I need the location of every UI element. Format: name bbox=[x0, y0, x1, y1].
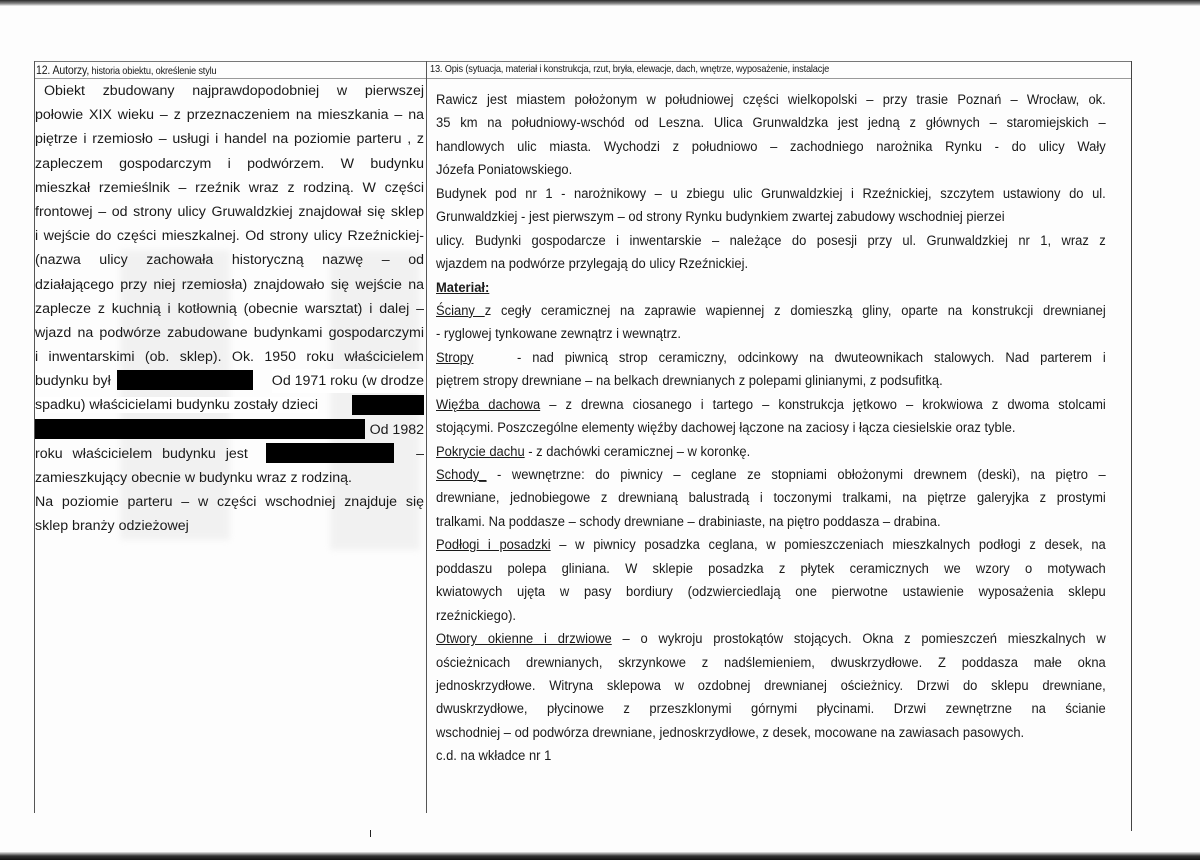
text-fragment: Od 1971 roku (w drodze bbox=[272, 369, 424, 393]
text-line: mieszkał rzemieślnik – rzeźnik wraz z rodziną. W części bbox=[35, 179, 424, 196]
term: Pokrycie dachu bbox=[436, 442, 525, 459]
text-line: wschodniej – od podwórza drewniane, jednoskrzydłowe, z desek, mocowane na zawiasach pasowych. bbox=[436, 723, 1025, 740]
term: Ściany bbox=[436, 301, 485, 318]
text-line: Na poziomie parteru – w części wschodniej znajduje się bbox=[35, 494, 424, 511]
scan-speck bbox=[370, 830, 371, 837]
item-roofing bbox=[436, 440, 1052, 463]
section-number: 12. bbox=[36, 63, 51, 77]
text-line: Obiekt zbudowany najprawdopodobniej w pierwszej bbox=[44, 83, 424, 99]
text-line: zapleczem gospodarczym i podwórzem. W budynku bbox=[35, 155, 424, 172]
item-ceilings bbox=[436, 346, 1106, 369]
text-line: (nazwa ulicy zachowała historyczną nazwę – od bbox=[35, 252, 424, 269]
column-divider bbox=[426, 61, 427, 813]
text-line: tralkami. Na poddasze – schody drewniane – drabiniaste, na piętro poddasza – drabina. bbox=[436, 512, 941, 529]
text-line: zamieszkujący obecnie w budynku wraz z rodziną. bbox=[35, 470, 353, 486]
section-12-header bbox=[36, 63, 216, 77]
text-fragment: – z drewna ciosanego i tartego – konstrukcja jętkowo – krokwiowa z dwoma stolcami bbox=[540, 395, 1106, 412]
redaction-block bbox=[266, 443, 394, 463]
scan-edge-bottom bbox=[0, 852, 1200, 860]
text-fragment: spadku) właścicielami budynku zostały dzieci bbox=[35, 397, 319, 414]
text-line: ościeżnicach drewnianych, skrzynkowe z nadślemieniem, dwuskrzydłowe. Z poddasza małe okna bbox=[436, 653, 1106, 670]
text-line: frontowej – od strony ulicy Gruwaldzkiej znajdował się sklep bbox=[35, 203, 424, 220]
text-fragment: - wewnętrzne: do piwnicy – ceglane ze stopniami obłożonymi drewnem (deski), na piętro – bbox=[486, 466, 1106, 482]
term: Schody_ bbox=[436, 466, 487, 482]
material-heading: Materiał: bbox=[436, 278, 490, 295]
text-line: jednoskrzydłowe. Witryna sklepowa w ozdobnej drewnianej ościeżnicy. Drzwi do sklepu drewniane, bbox=[436, 676, 1106, 693]
item-stairs bbox=[436, 463, 1106, 486]
item-openings bbox=[436, 627, 1106, 650]
text-line: dwuskrzydłowe, płycinowe z przeszklonymi górnymi płycinami. Drzwi zewnętrzne na ścianie bbox=[436, 700, 1106, 717]
text-line: - ryglowej tynkowane zewnątrz i wewnątrz. bbox=[436, 325, 682, 342]
term: Stropy bbox=[436, 348, 474, 365]
section-13-body bbox=[436, 88, 1108, 768]
text-line: handlowych ulic miasta. Wychodzi z południowo – zachodniego narożnika Rynku - do ulicy Wały bbox=[436, 137, 1106, 154]
continuation-note: c.d. na wkładce nr 1 bbox=[436, 747, 552, 764]
item-roof-truss bbox=[436, 393, 1106, 416]
scan-edge-top bbox=[0, 0, 1200, 6]
text-line: połowie XIX wieku – z przeznaczeniem na mieszkania – na bbox=[35, 107, 424, 124]
text-line: stojącymi. Poszczególne elementy więźby dachowej łączone na zaciosy i łącza ciesielskie oraz tyble. bbox=[436, 419, 1016, 436]
section-title-lead: Autorzy, bbox=[52, 63, 90, 77]
text-fragment: - nad piwnicą strop ceramiczny, odcinkowy na dwuteownikach stalowych. Nad parterem i bbox=[473, 348, 1106, 365]
text-line: i wejście do części mieszkalnej. Od strony ulicy Rzeźnickiej- bbox=[35, 228, 424, 245]
text-line: drewniane, jednobiegowe z drewnianą balustradą i toczonymi tralkami, na piętrze galeryjka z prostymi bbox=[436, 489, 1106, 506]
section-12-body bbox=[34, 79, 425, 539]
text-line: 35 km na południowy-wschód od Leszna. Ulica Grunwaldzka jest jedną z głównych – staromiejskich – bbox=[436, 114, 1106, 131]
table-border-right bbox=[1131, 61, 1132, 831]
section-13-header: 13. Opis (sytuacja, materiał i konstrukcja, rzut, bryła, elewacje, dach, wnętrze, wyposażenie, instalacje bbox=[430, 63, 830, 75]
text-line-redacted bbox=[34, 393, 424, 417]
text-line-redacted bbox=[34, 369, 424, 393]
text-fragment: – w piwnicy posadzka ceglana, w pomieszczeniach mieszkalnych podłogi z desek, na bbox=[550, 536, 1106, 553]
text-line-redacted bbox=[34, 442, 424, 466]
text-fragment: z cegły ceramicznej na zaprawie wapiennej z domieszką gliny, oparte na konstrukcji drewnianej bbox=[484, 301, 1106, 318]
section-title-rest: historia obiektu, określenie stylu bbox=[89, 65, 217, 77]
text-fragment: roku właścicielem budynku jest bbox=[35, 445, 248, 462]
text-fragment: – bbox=[416, 445, 424, 462]
term: Otwory okienne i drzwiowe bbox=[436, 630, 612, 647]
text-line: ulicy. Budynki gospodarcze i inwentarskie – należące do posesji przy ul. Grunwaldzkiej nr 1, wraz z bbox=[436, 231, 1106, 248]
redaction-block bbox=[35, 419, 365, 439]
form-table bbox=[34, 61, 1132, 831]
text-line: Rawicz jest miastem położonym w południowej części wielkopolski – przy trasie Poznań – Wrocław, ok. bbox=[436, 91, 1106, 107]
text-fragment: – o wykroju prostokątów stojących. Okna z pomieszczeń mieszkalnych w bbox=[611, 630, 1106, 647]
term: Podłogi i posadzki bbox=[436, 536, 551, 553]
text-line: piętrze i rzemiosło – usługi i handel na poziomie parteru , z bbox=[35, 131, 424, 148]
redaction-block bbox=[117, 370, 253, 390]
text-line: zaplecze z kuchnią i kotłownią (obecnie warsztat) i dalej – bbox=[35, 300, 424, 317]
text-line: kwiatowych ujęta w pasy bordiury (odzwierciedlają one pierwotne ustawienie wyposażenia sklepu bbox=[436, 583, 1106, 600]
text-line-redacted bbox=[34, 418, 424, 442]
text-line: poddaszu polepa gliniana. W sklepie posadzka z płytek ceramicznych we wzory o motywach bbox=[436, 559, 1106, 576]
text-line: wjazd na podwórze zabudowane budynkami gospodarczymi bbox=[35, 324, 424, 341]
text-line: wjazdem na podwórze przylegają do ulicy Rzeźnickiej. bbox=[436, 255, 749, 272]
redaction-block bbox=[352, 395, 424, 415]
text-line: piętrem stropy drewniane – na belkach drewnianych z polepami glinianymi, z podsufitką. bbox=[436, 372, 943, 389]
text-fragment: - z dachówki ceramicznej – w koronkę. bbox=[524, 442, 751, 459]
text-line: Józefa Poniatowskiego. bbox=[436, 161, 573, 178]
text-line: działającego przy niej rzemiosła) znajdowało się wejście na bbox=[35, 276, 424, 293]
item-walls bbox=[436, 299, 1106, 322]
text-line: sklep branży odzieżowej bbox=[35, 518, 189, 535]
text-line: i inwentarskimi (ob. sklep). Ok. 1950 roku właścicielem bbox=[35, 349, 424, 366]
item-floors bbox=[436, 533, 1106, 556]
text-fragment: Od 1982 bbox=[369, 421, 424, 438]
text-line: Budynek pod nr 1 - narożnikowy – u zbiegu ulic Grunwaldzkiej i Rzeźnickiej, szczytem ustawiony do ul. bbox=[436, 184, 1106, 201]
text-fragment: budynku był bbox=[35, 373, 111, 390]
text-line: Grunwaldzkiej - jest pierwszym – od strony Rynku budynkiem zwartej zabudowy wschodniej pierzei bbox=[436, 208, 1005, 225]
table-border-top bbox=[34, 61, 1132, 62]
term: Więźba dachowa bbox=[436, 395, 541, 412]
text-line: rzeźnickiego). bbox=[436, 606, 516, 623]
